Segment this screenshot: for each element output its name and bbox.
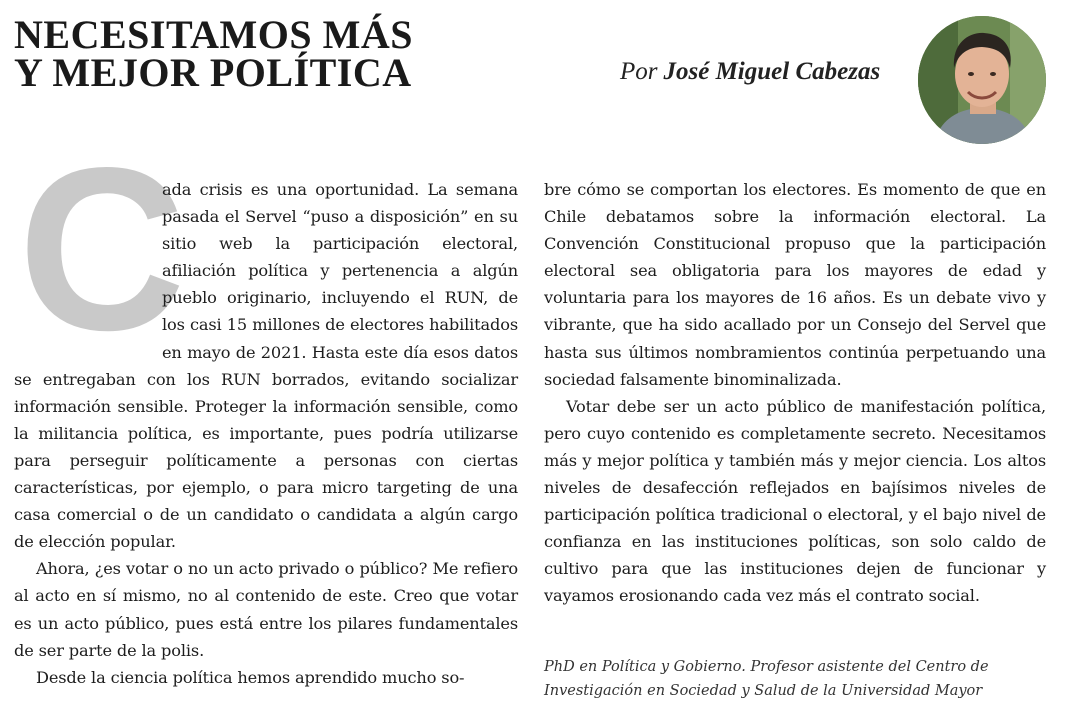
author-bio-line-1: PhD en Política y Gobierno. Profesor asistente del Centro de — [544, 659, 989, 675]
article-column-1 — [14, 176, 518, 691]
paragraph: Ahora, ¿es votar o no un acto privado o público? Me refiero al acto en sí mismo, no al contenido de este. Creo que votar es un acto público, pues está entre los pilares fundamentales de ser parte de la polis. — [14, 559, 518, 660]
drop-cap: C — [18, 120, 186, 379]
article-column-2 — [544, 176, 1046, 610]
byline — [620, 58, 880, 86]
author-photo — [918, 16, 1046, 144]
author-bio — [544, 655, 1054, 703]
paragraph: Votar debe ser un acto público de manifestación política, pero cuyo contenido es completamente secreto. Necesitamos más y mejor política y también más y mejor ciencia. Los altos niveles de desafección reflejados en bajísimos niveles de participación política tradicional o electoral, y el bajo nivel de confianza en las instituciones políticas, son solo caldo de cultivo para que las instituciones dejen de funcionar y vayamos erosionando cada vez más el contrato social. — [544, 396, 1046, 606]
author-name: José Miguel Cabezas — [663, 58, 881, 85]
paragraph: bre cómo se comportan los electores. Es momento de que en Chile debatamos sobre la información electoral. La Convención Constitucional propuso que la participación electoral sea obligatoria para los mayores de edad y voluntaria para los mayores de 16 años. Es un debate vivo y vibrante, que ha sido acallado por un Consejo del Servel que hasta sus últimos nombramientos continúa perpetuando una sociedad falsamente binominalizada. — [544, 180, 1046, 389]
drop-cap-space — [14, 176, 162, 363]
headline — [14, 12, 414, 95]
paragraph: Desde la ciencia política hemos aprendido mucho so- — [36, 667, 465, 687]
paragraph: ada crisis es una oportunidad. La semana pasada el Servel “puso a disposición” en su sitio web la participación electoral, afiliación política y pertenencia a algún pueblo originario, incluyendo el RUN, de los casi 15 millones de electores habilitados en mayo de 2021. Hasta este día esos datos se entregaban con los RUN borrados, evitando socializar información sensible. Proteger la información sensible, como la militancia política, es importante, pues podría utilizarse para perseguir políticamente a personas con ciertas características, por ejemplo, o para micro targeting de una casa comercial o de un candidato o candidata a algún cargo de elección popular. — [14, 180, 518, 552]
headline-line-1: NECESITAMOS MÁS — [14, 12, 414, 57]
byline-prefix: Por — [620, 58, 658, 85]
author-bio-line-2: Investigación en Sociedad y Salud de la Universidad Mayor — [544, 683, 983, 699]
headline-line-2: Y MEJOR POLÍTICA — [14, 50, 412, 95]
